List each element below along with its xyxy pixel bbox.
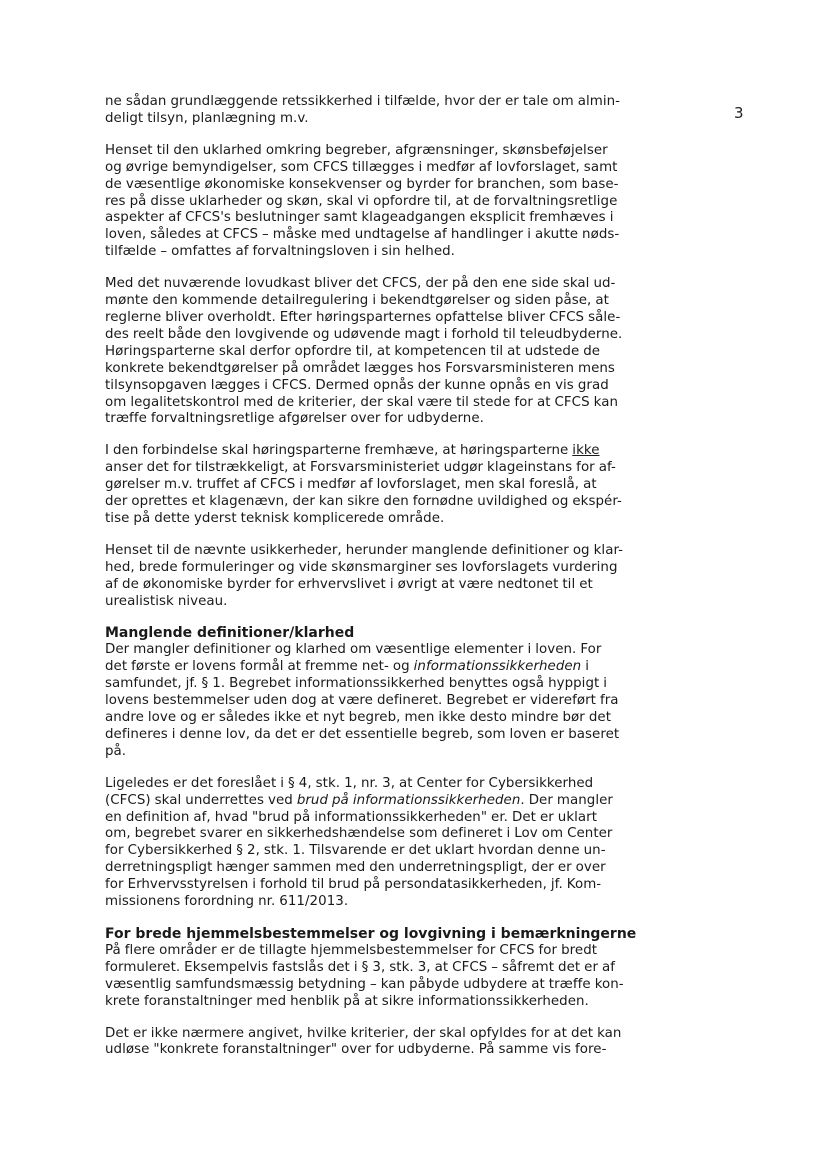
paragraph	[105, 642, 663, 760]
text-line: Høringsparterne skal derfor opfordre til, at kompetencen til at udstede de	[105, 343, 601, 359]
paragraph	[105, 143, 663, 261]
text-line: for Erhvervsstyrelsen i forhold til brud på persondatasikkerheden, jf. Kom-	[105, 877, 602, 893]
text-line: urealistisk niveau.	[105, 593, 228, 609]
text-line: samfundet, jf. § 1. Begrebet informationssikkerhed benyttes også hyppigt i	[105, 676, 608, 692]
text-line	[105, 659, 663, 676]
text-line: af de økonomiske byrder for erhvervslivet i øvrigt at være nedtonet til et	[105, 576, 593, 592]
text-line: tise på dette yderst teknisk komplicerede område.	[105, 510, 445, 526]
italic-term: brud på informationssikkerheden	[296, 792, 521, 808]
paragraph	[105, 1026, 663, 1060]
text-line: tilfælde – omfattes af forvaltningsloven i sin helhed.	[105, 244, 455, 260]
text-segment: (CFCS) skal underrettes ved	[105, 792, 297, 808]
text-line: Det er ikke nærmere angivet, hvilke kriterier, der skal opfyldes for at det kan	[105, 1025, 622, 1041]
text-segment: i	[581, 659, 589, 675]
text-line: for Cybersikkerhed § 2, stk. 1. Tilsvarende er det uklart hvordan denne un-	[105, 843, 606, 859]
italic-term: informationssikkerheden	[413, 659, 582, 675]
text-line: om, begrebet svarer en sikkerhedshændelse som defineret i Lov om Center	[105, 826, 613, 842]
paragraph	[105, 943, 663, 1011]
text-line: Ligeledes er det foreslået i § 4, stk. 1, nr. 3, at Center for Cybersikkerhed	[105, 775, 594, 791]
text-line: derretningspligt hænger sammen med den underretningspligt, der er over	[105, 860, 606, 876]
text-line: Henset til de nævnte usikkerheder, herunder manglende definitioner og klar-	[105, 542, 624, 558]
text-line: res på disse uklarheder og skøn, skal vi opfordre til, at de forvaltningsretlige	[105, 193, 618, 209]
text-line: anser det for tilstrækkeligt, at Forsvarsministeriet udgør klageinstans for af-	[105, 460, 616, 476]
text-line: og øvrige bemyndigelser, som CFCS tillægges i medfør af lovforslaget, samt	[105, 159, 618, 175]
text-line: hed, brede formuleringer og vide skønsmarginer ses lovforslagets vurdering	[105, 559, 618, 575]
text-line: tilsynsopgaven lægges i CFCS. Dermed opnås der kunne opnås en vis grad	[105, 377, 609, 393]
text-line: Der mangler definitioner og klarhed om væsentlige elementer i loven. For	[105, 642, 602, 658]
text-line: defineres i denne lov, da det er det essentielle begreb, som loven er baseret	[105, 726, 620, 742]
document-body	[105, 94, 663, 1059]
text-line: reglerne bliver overholdt. Efter høringsparternes opfattelse bliver CFCS såle-	[105, 309, 621, 325]
text-line: konkrete bekendtgørelser på området lægges hos Forsvarsministeren mens	[105, 360, 615, 376]
text-line: På flere områder er de tillagte hjemmelsbestemmelser for CFCS for bredt	[105, 942, 598, 958]
text-segment: . Der mangler	[520, 792, 613, 808]
text-line: på.	[105, 743, 127, 759]
text-line: formuleret. Eksempelvis fastslås det i § 3, stk. 3, at CFCS – såfremt det er af	[105, 959, 616, 975]
text-line	[105, 793, 663, 810]
paragraph	[105, 94, 663, 128]
text-line: lovens bestemmelser uden dog at være defineret. Begrebet er videreført fra	[105, 693, 619, 709]
text-line: gørelser m.v. truffet af CFCS i medfør af lovforslaget, men skal foreslå, at	[105, 477, 597, 493]
text-line: Med det nuværende lovudkast bliver det CFCS, der på den ene side skal ud-	[105, 276, 616, 292]
text-line: missionens forordning nr. 611/2013.	[105, 894, 349, 910]
text-line: der oprettes et klagenævn, der kan sikre den fornødne uvildighed og ekspér-	[105, 494, 622, 510]
text-line: krete foranstaltninger med henblik på at sikre informationssikkerheden.	[105, 993, 589, 1009]
text-line: om legalitetskontrol med de kriterier, der skal være til stede for at CFCS kan	[105, 394, 619, 410]
text-line: loven, således at CFCS – måske med undtagelse af handlinger i akutte nøds-	[105, 227, 620, 243]
text-line: ne sådan grundlæggende retssikkerhed i tilfælde, hvor der er tale om almin-	[105, 94, 621, 109]
text-line: træffe forvaltningsretlige afgørelser over for udbyderne.	[105, 411, 484, 427]
text-line: de væsentlige økonomiske konsekvenser og byrder for branchen, som base-	[105, 176, 619, 192]
paragraph	[105, 443, 663, 528]
text-line: Henset til den uklarhed omkring begreber, afgrænsninger, skønsbeføjelser	[105, 142, 608, 158]
text-line: des reelt både den lovgivende og udøvende magt i forhold til teleudbyderne.	[105, 326, 623, 342]
text-line: mønte den kommende detailregulering i bekendtgørelser og siden påse, at	[105, 293, 609, 309]
text-segment: det første er lovens formål at fremme net- og	[105, 659, 414, 675]
text-line: deligt tilsyn, planlægning m.v.	[105, 110, 309, 126]
underlined-word: ikke	[572, 443, 600, 459]
text-line: væsentlig samfundsmæssig betydning – kan påbyde udbydere at træffe kon-	[105, 976, 624, 992]
text-line: en definition af, hvad "brud på informationssikkerheden" er. Det er uklart	[105, 809, 598, 825]
paragraph	[105, 276, 663, 428]
paragraph	[105, 543, 663, 611]
text-line: andre love og er således ikke et nyt begreb, men ikke desto mindre bør det	[105, 710, 611, 725]
paragraph	[105, 776, 663, 911]
page-number: 3	[734, 104, 744, 122]
text-line: aspekter af CFCS's beslutninger samt klageadgangen eksplicit fremhæves i	[105, 210, 614, 226]
text-segment: I den forbindelse skal høringsparterne fremhæve, at høringsparterne	[105, 443, 573, 459]
section-heading: Manglende definitioner/klarhed	[105, 625, 355, 642]
text-line: udløse "konkrete foranstaltninger" over for udbyderne. På samme vis fore-	[105, 1042, 607, 1058]
section-heading: For brede hjemmelsbestemmelser og lovgivning i bemærkningerne	[105, 925, 637, 942]
text-line	[105, 443, 663, 460]
